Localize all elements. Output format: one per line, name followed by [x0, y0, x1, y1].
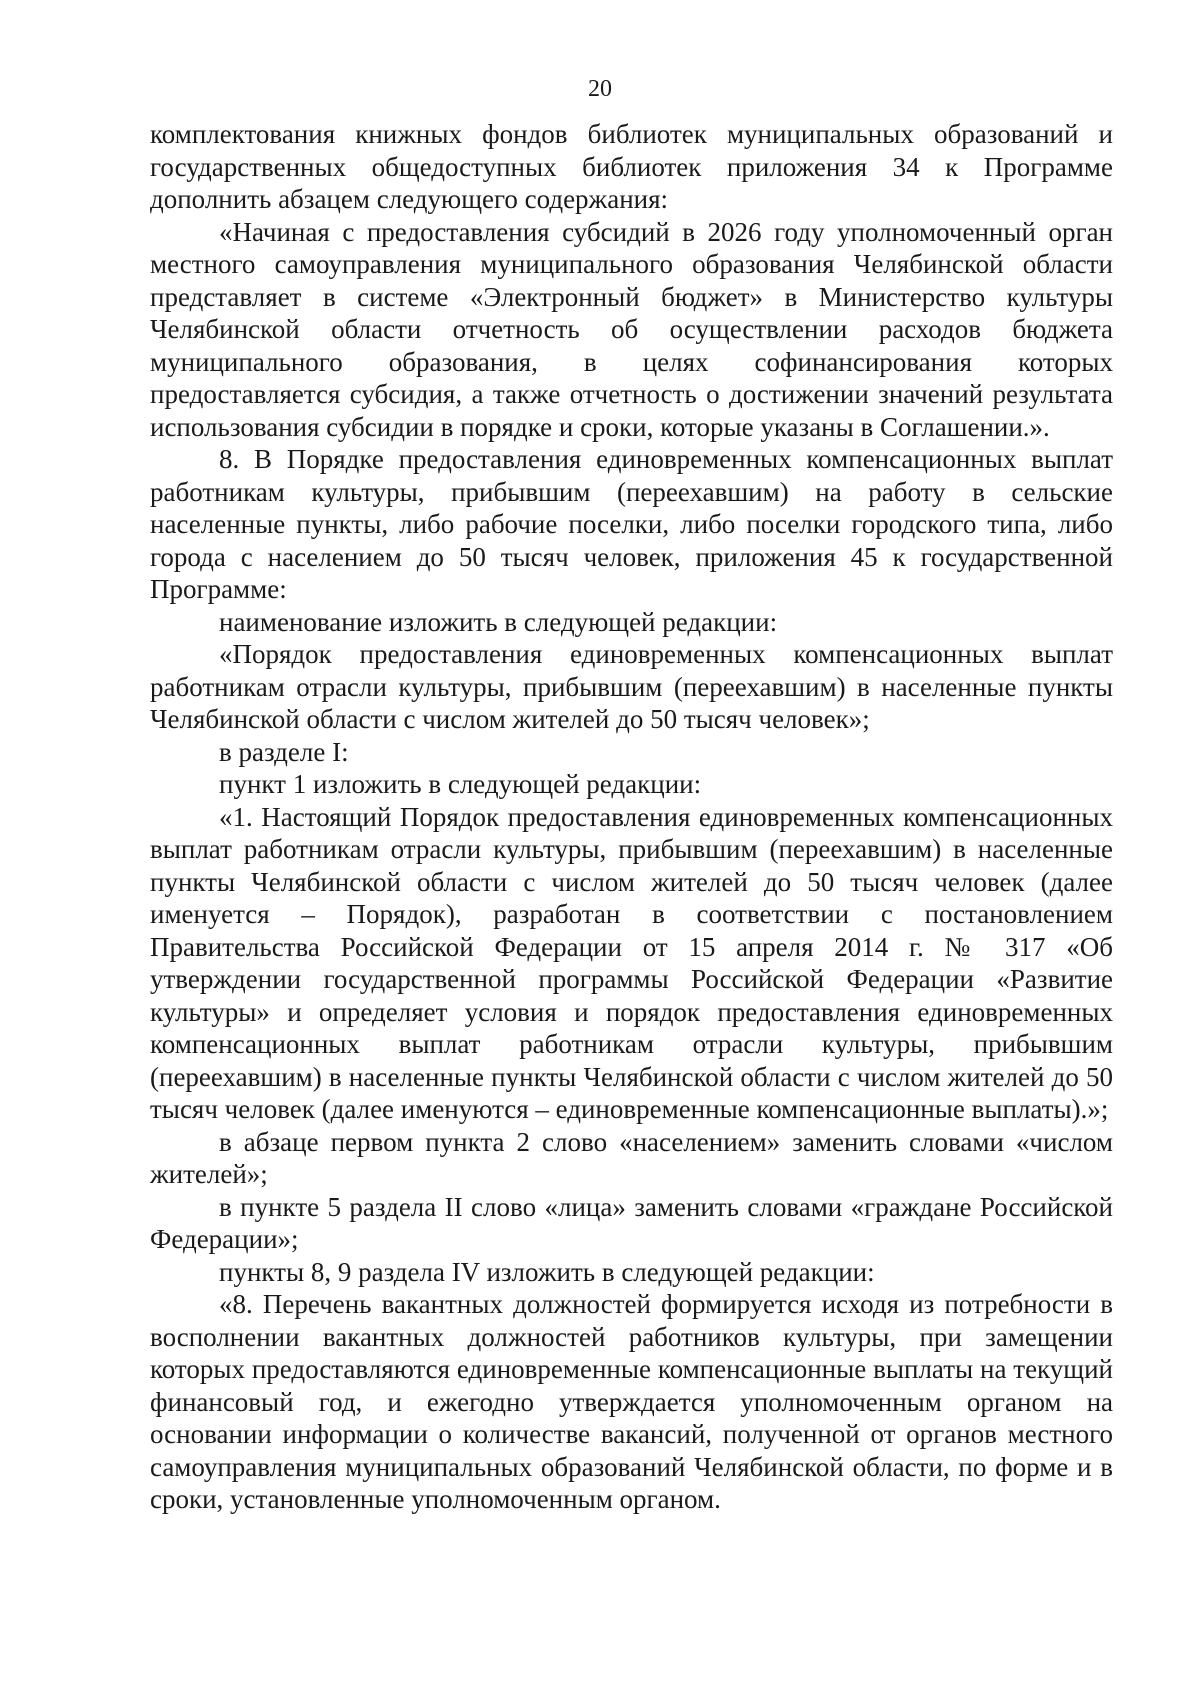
paragraph-2: «Начиная с предоставления субсидий в 2026 году уполномоченный орган местного самоуправления муниципального образования Челябинской области представляет в системе «Электронный бюджет» в Министерство культуры Челябинской области отчетность об осуществлении расходов бюджета муниципального образования, в целях софинансирования которых предоставляется субсидия, а также отчетность о достижении значений результата использования субсидии в порядке и сроки, которые указаны в Соглашении.».: [150, 216, 1113, 442]
paragraph-5: «Порядок предоставления единовременных компенсационных выплат работникам отрасли культуры, прибывшим (переехавшим) в населенные пункты Челябинской области с числом жителей до 50 тысяч человек»;: [150, 639, 1113, 734]
page-number: 20: [588, 76, 612, 102]
paragraph-4: наименование изложить в следующей редакции:: [219, 606, 778, 637]
paragraph-3: 8. В Порядке предоставления единовременных компенсационных выплат работникам культуры, прибывшим (переехавшим) на работу в сельские населенные пункты, либо рабочие поселки, либо поселки городского типа, либо города с населением до 50 тысяч человек, приложения 45 к государственной Программе:: [150, 444, 1113, 604]
paragraph-12: «8. Перечень вакантных должностей формируется исходя из потребности в восполнении вакантных должностей работников культуры, при замещении которых предоставляются единовременные компенсационные выплаты на текущий финансовый год, и ежегодно утверждается уполномоченным органом на основании информации о количестве вакансий, полученной от органов местного самоуправления муниципальных образований Челябинской области, по форме и в сроки, установленные уполномоченным органом.: [150, 1289, 1113, 1514]
document-body: [150, 118, 1113, 1516]
paragraph-8: «1. Настоящий Порядок предоставления единовременных компенсационных выплат работникам отрасли культуры, прибывшим (переехавшим) в населенные пункты Челябинской области с числом жителей до 50 тысяч человек (далее именуется – Порядок), разработан в соответствии с постановлением Правительства Российской Федерации от 15 апреля 2014 г. № 317 «Об утверждении государственной программы Российской Федерации «Развитие культуры» и определяет условия и порядок предоставления единовременных компенсационных выплат работникам отрасли культуры, прибывшим (переехавшим) в населенные пункты Челябинской области с числом жителей до 50 тысяч человек (далее именуются – единовременные компенсационные выплаты).»;: [150, 801, 1113, 1124]
paragraph-6: в разделе I:: [219, 736, 349, 767]
paragraph-9: в абзаце первом пункта 2 слово «населением» заменить словами «числом жителей»;: [150, 1126, 1113, 1189]
paragraph-10: в пункте 5 раздела II слово «лица» заменить словами «граждане Российской Федерации»;: [150, 1191, 1113, 1254]
paragraph-1: комплектования книжных фондов библиотек муниципальных образований и государственных общедоступных библиотек приложения 34 к Программе дополнить абзацем следующего содержания:: [150, 119, 1113, 214]
paragraph-7: пункт 1 изложить в следующей редакции:: [219, 769, 702, 799]
paragraph-11: пункты 8, 9 раздела IV изложить в следующей редакции:: [219, 1256, 875, 1287]
